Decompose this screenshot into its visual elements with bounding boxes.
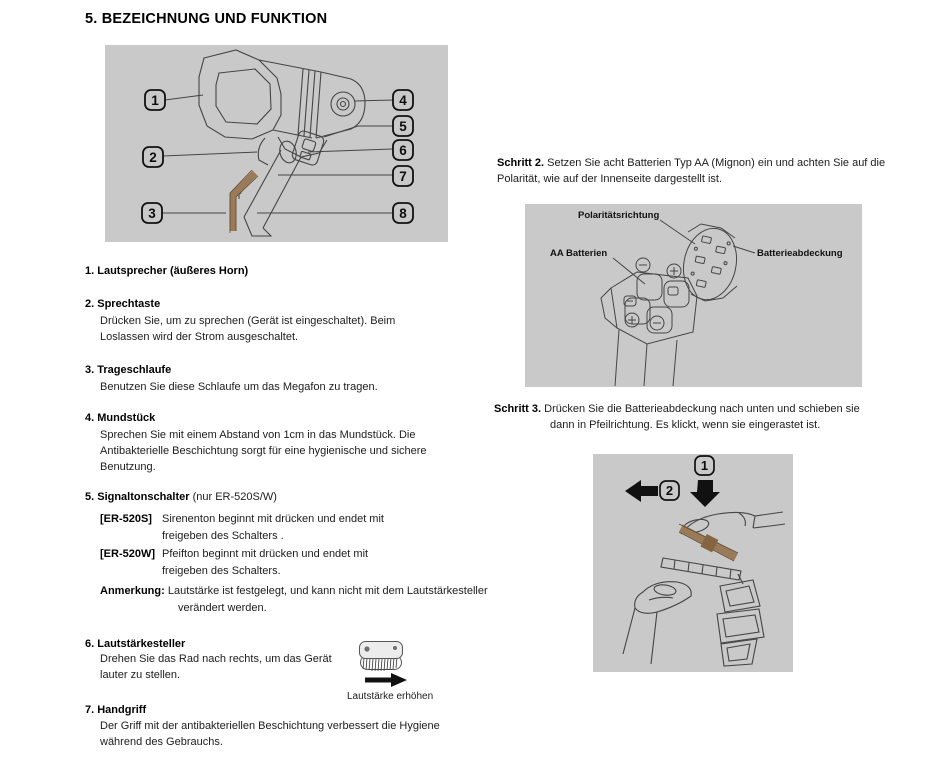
callout-6 <box>393 140 413 160</box>
svg-text:2: 2 <box>665 483 674 498</box>
callout-2 <box>143 147 163 167</box>
note-label: Anmerkung: <box>100 585 165 597</box>
callout-1 <box>145 90 165 110</box>
megaphone-illustration <box>105 45 448 242</box>
item-5-heading <box>85 489 277 505</box>
battery-diagram <box>525 204 862 387</box>
svg-text:5: 5 <box>399 119 407 134</box>
left-arrow-icon <box>625 480 658 502</box>
item-7-body: Der Griff mit der antibakteriellen Beschichtung verbessert die Hygiene während des Gebrauchs. <box>100 720 440 748</box>
label-battery-cover: Batterieabdeckung <box>757 248 843 259</box>
step-2-text: Setzen Sie acht Batterien Typ AA (Mignon) ein und achten Sie auf die Polarität, wie auf der Innenseite dargestellt ist. <box>497 157 886 185</box>
item-2-body: Drücken Sie, um zu sprechen (Gerät ist eingeschaltet). Beim Loslassen wird der Strom ausgeschaltet. <box>100 315 396 343</box>
entry-text: Pfeifton beginnt mit drücken und endet mit freigeben des Schalters. <box>162 548 369 577</box>
svg-text:1: 1 <box>700 458 709 473</box>
battery-illustration <box>525 204 862 387</box>
svg-text:6: 6 <box>399 143 407 158</box>
callout-5 <box>393 116 413 136</box>
item-1-heading: 1. Lautsprecher (äußeres Horn) <box>85 265 249 277</box>
volume-wheel-icon <box>358 640 404 674</box>
svg-text:4: 4 <box>399 93 407 108</box>
signal-note <box>100 583 532 617</box>
cover-close-illustration <box>593 454 793 672</box>
item-6-body: Drehen Sie das Rad nach rechts, um das Gerät lauter zu stellen. <box>100 653 332 681</box>
strap <box>230 170 258 233</box>
entry-label: [ER-520W] <box>100 548 156 560</box>
callout-3 <box>142 203 162 223</box>
volume-caption: Lautstärke erhöhen <box>347 691 434 702</box>
step-3-label: Schritt 3. <box>494 403 542 415</box>
item-3-body: Benutzen Sie diese Schlaufe um das Megafon zu tragen. <box>100 381 378 393</box>
step-3-paragraph <box>494 402 880 433</box>
svg-text:1: 1 <box>151 93 159 108</box>
entry-text: Sirenenton beginnt mit drücken und endet mit freigeben des Schalters . <box>162 513 384 542</box>
callout-7 <box>393 166 413 186</box>
signal-entry-er520s <box>100 511 415 545</box>
callout-step-1 <box>695 456 714 475</box>
cover-close-diagram <box>593 454 793 672</box>
svg-text:2: 2 <box>149 150 157 165</box>
label-aa-batteries: AA Batterien <box>550 248 608 259</box>
svg-text:7: 7 <box>399 169 407 184</box>
label-polarity: Polaritätsrichtung <box>578 210 660 221</box>
step-2-label: Schritt 2. <box>497 157 545 169</box>
step-3-text: Drücken Sie die Batterieabdeckung nach unten und schieben sie dann in Pfeilrichtung. Es klickt, wenn sie eingerastet ist. <box>544 403 860 431</box>
item-4-body: Sprechen Sie mit einem Abstand von 1cm in das Mundstück. Die Antibakterielle Beschichtung sorgt für eine hygienische und sichere Benutzung. <box>100 429 427 473</box>
signal-entry-er520w <box>100 546 415 580</box>
callout-4 <box>393 90 413 110</box>
item-4-heading: 4. Mundstück <box>85 412 156 424</box>
item-6-heading: 6. Lautstärkesteller <box>85 638 186 650</box>
entry-label: [ER-520S] <box>100 513 152 525</box>
strap <box>679 524 738 561</box>
note-text: Lautstärke ist festgelegt, und kann nicht mit dem Lautstärkesteller verändert werden. <box>167 585 488 614</box>
item-7-heading: 7. Handgriff <box>85 704 147 716</box>
svg-text:3: 3 <box>148 206 156 221</box>
item-5-heading-suffix: (nur ER-520S/W) <box>189 491 277 503</box>
item-5-heading-bold: 5. Signaltonschalter <box>85 491 190 503</box>
svg-text:8: 8 <box>399 206 407 221</box>
callout-8 <box>393 203 413 223</box>
callout-step-2 <box>660 481 679 500</box>
increase-arrow-icon <box>362 671 412 689</box>
megaphone-diagram <box>105 45 448 242</box>
page-title: 5. BEZEICHNUNG UND FUNKTION <box>85 11 328 27</box>
item-3-heading: 3. Trageschlaufe <box>85 364 172 376</box>
step-2-paragraph <box>497 156 889 187</box>
down-arrow-icon <box>690 480 720 507</box>
item-2-heading: 2. Sprechtaste <box>85 298 161 310</box>
